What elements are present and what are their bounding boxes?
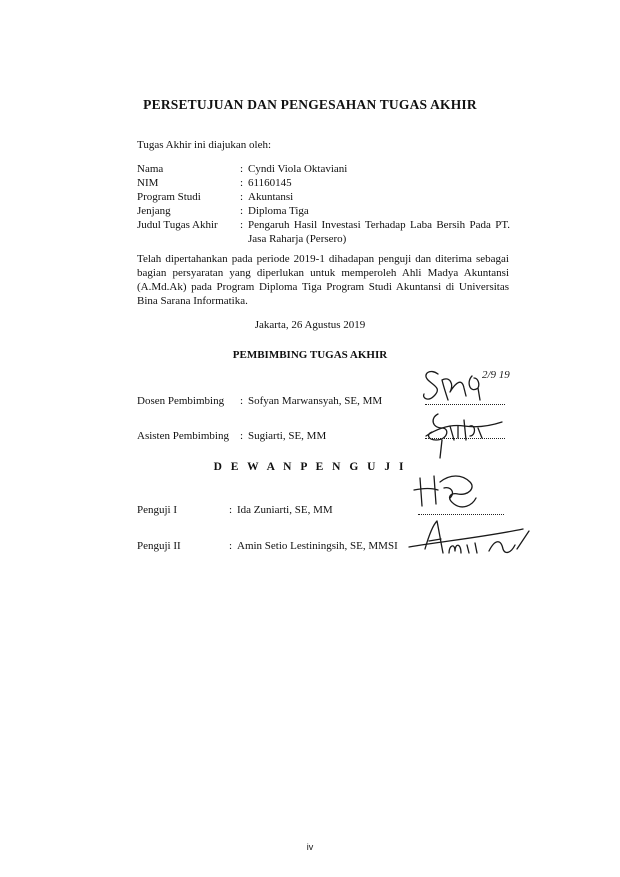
field-colon: : [229, 504, 233, 516]
field-value-judul-line1: Pengaruh Hasil Investasi Terhadap Laba Bersih Pada PT. [248, 219, 510, 231]
approval-paragraph: Telah dipertahankan pada periode 2019-1 dihadapan penguji dan diterima sebagai bagian persyaratan yang diperlukan untuk memperoleh Ahli Madya Akuntansi (A.Md.Ak) pada Program Diploma Tiga Program Studi Akuntansi di Universitas Bina Sarana Informatika. [137, 253, 509, 307]
field-label-judul: Judul Tugas Akhir [137, 219, 218, 231]
place-date: Jakarta, 26 Agustus 2019 [254, 319, 366, 331]
field-value-jenjang: Diploma Tiga [248, 205, 309, 217]
signature-penguji-1 [410, 470, 490, 520]
field-label-jenjang: Jenjang [137, 205, 171, 217]
penguji-2-name: Amin Setio Lestiningsih, SE, MMSI [237, 540, 398, 552]
penguji-2-label: Penguji II [137, 540, 181, 552]
dosen-pembimbing-name: Sofyan Marwansyah, SE, MM [248, 395, 383, 407]
page-title: PERSETUJUAN DAN PENGESAHAN TUGAS AKHIR [143, 97, 477, 112]
field-colon: : [240, 191, 244, 203]
signature-dosen-pembimbing [420, 364, 520, 408]
signature-date-note: 2/9 19 [482, 369, 510, 381]
intro-text: Tugas Akhir ini diajukan oleh: [137, 139, 272, 151]
field-colon: : [240, 205, 244, 217]
signature-asisten-pembimbing [420, 406, 510, 460]
field-value-judul-line2: Jasa Raharja (Persero) [248, 233, 347, 245]
field-colon: : [240, 219, 244, 231]
field-colon: : [240, 177, 244, 189]
field-value-program-studi: Akuntansi [248, 191, 294, 203]
penguji-1-name: Ida Zuniarti, SE, MM [237, 504, 333, 516]
field-colon: : [240, 395, 244, 407]
field-colon: : [240, 430, 244, 442]
page-number: iv [306, 842, 314, 852]
field-value-nim: 61160145 [248, 177, 292, 189]
asisten-pembimbing-name: Sugiarti, SE, MM [248, 430, 327, 442]
field-label-nim: NIM [137, 177, 159, 189]
signature-penguji-2 [405, 515, 545, 563]
penguji-1-label: Penguji I [137, 504, 178, 516]
field-label-program-studi: Program Studi [137, 191, 201, 203]
asisten-pembimbing-label: Asisten Pembimbing [137, 430, 229, 442]
pembimbing-heading: PEMBIMBING TUGAS AKHIR [232, 349, 388, 361]
field-colon: : [240, 163, 244, 175]
penguji-heading: D E W A N P E N G U J I [213, 461, 407, 473]
field-colon: : [229, 540, 233, 552]
field-label-nama: Nama [137, 163, 164, 175]
dosen-pembimbing-label: Dosen Pembimbing [137, 395, 225, 407]
field-value-nama: Cyndi Viola Oktaviani [248, 163, 348, 175]
